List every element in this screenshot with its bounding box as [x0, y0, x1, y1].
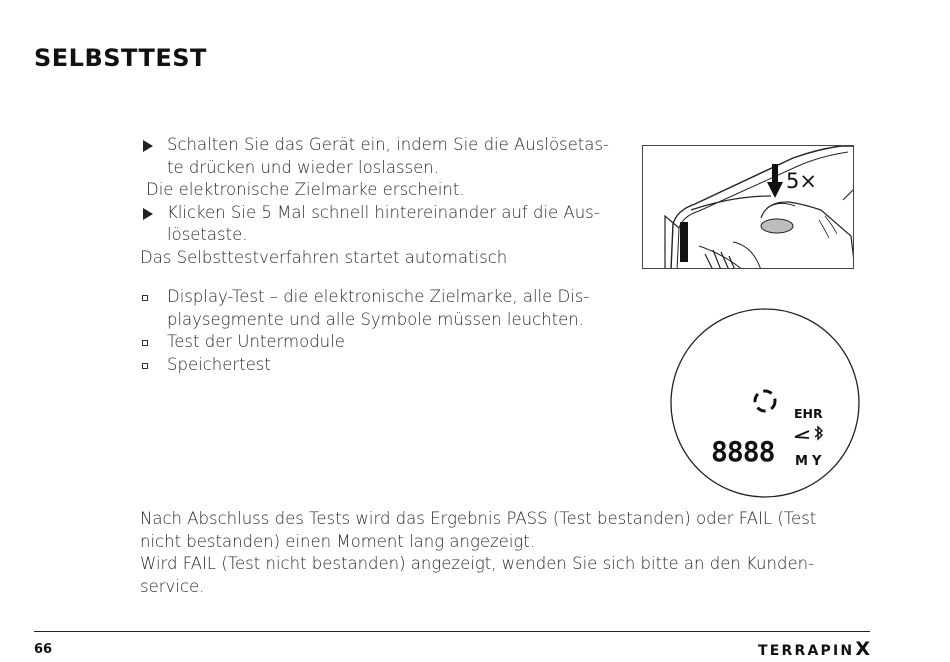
- step-1: [140, 134, 620, 179]
- page-title: SELBSTTEST: [34, 44, 207, 72]
- step-2: [140, 202, 620, 247]
- finger-press-icon: [643, 146, 854, 269]
- instruction-steps: [140, 134, 620, 269]
- test-item-memory-label: Speichertest: [167, 354, 271, 374]
- step-1-line-2: te drücken und wieder loslassen.: [167, 157, 440, 177]
- step-2-line-2: lösetaste.: [167, 225, 248, 244]
- device-button-illustration: [642, 145, 854, 269]
- step-1-result: Die elektronische Zielmarke erscheint.: [146, 180, 465, 199]
- display-unit-m: M: [795, 454, 808, 469]
- step-2-result: Das Selbsttestverfahren startet automatisch: [140, 247, 508, 267]
- page-number: 66: [34, 642, 53, 657]
- triangle-bullet-icon: [143, 140, 153, 152]
- triangle-bullet-icon: [143, 208, 153, 220]
- test-item-memory: [140, 354, 620, 377]
- result-line-4: service.: [140, 576, 205, 596]
- test-item-display-line-1: Display-Test – die elektronische Zielmarke, alle Dis-: [167, 287, 590, 306]
- square-bullet-icon: [142, 295, 148, 301]
- result-paragraph: [140, 508, 860, 598]
- display-ehr-label: EHR: [794, 406, 823, 421]
- brand-name: TERRAPIN: [758, 643, 855, 659]
- display-digits: 8888: [711, 435, 775, 468]
- test-list: [140, 286, 620, 376]
- footer-divider: [34, 631, 870, 632]
- step-1-line-1: Schalten Sie das Gerät ein, indem Sie die Auslösetas-: [167, 135, 609, 154]
- test-item-display-line-2: playsegmente und alle Symbole müssen leuchten.: [167, 309, 584, 329]
- square-bullet-icon: [142, 340, 148, 346]
- step-2-line-1: Klicken Sie 5 Mal schnell hintereinander auf die Aus-: [167, 202, 600, 222]
- test-item-display: [140, 286, 620, 331]
- brand-logo: [758, 638, 870, 660]
- display-illustration: [669, 307, 861, 499]
- result-line-2: nicht bestanden) einen Moment lang angezeigt.: [140, 531, 536, 551]
- test-item-submodules-label: Test der Untermodule: [167, 332, 345, 351]
- square-bullet-icon: [142, 363, 148, 369]
- press-count-label: 5×: [786, 169, 817, 193]
- rangefinder-display-icon: [669, 307, 861, 499]
- result-line-1: Nach Abschluss des Tests wird das Ergebnis PASS (Test bestanden) oder FAIL (Test: [140, 509, 817, 528]
- result-line-3: Wird FAIL (Test nicht bestanden) angezeigt, wenden Sie sich bitte an den Kunden-: [140, 554, 815, 573]
- test-item-submodules: [140, 331, 620, 354]
- display-unit-y: Y: [812, 454, 822, 469]
- brand-suffix: X: [855, 638, 870, 660]
